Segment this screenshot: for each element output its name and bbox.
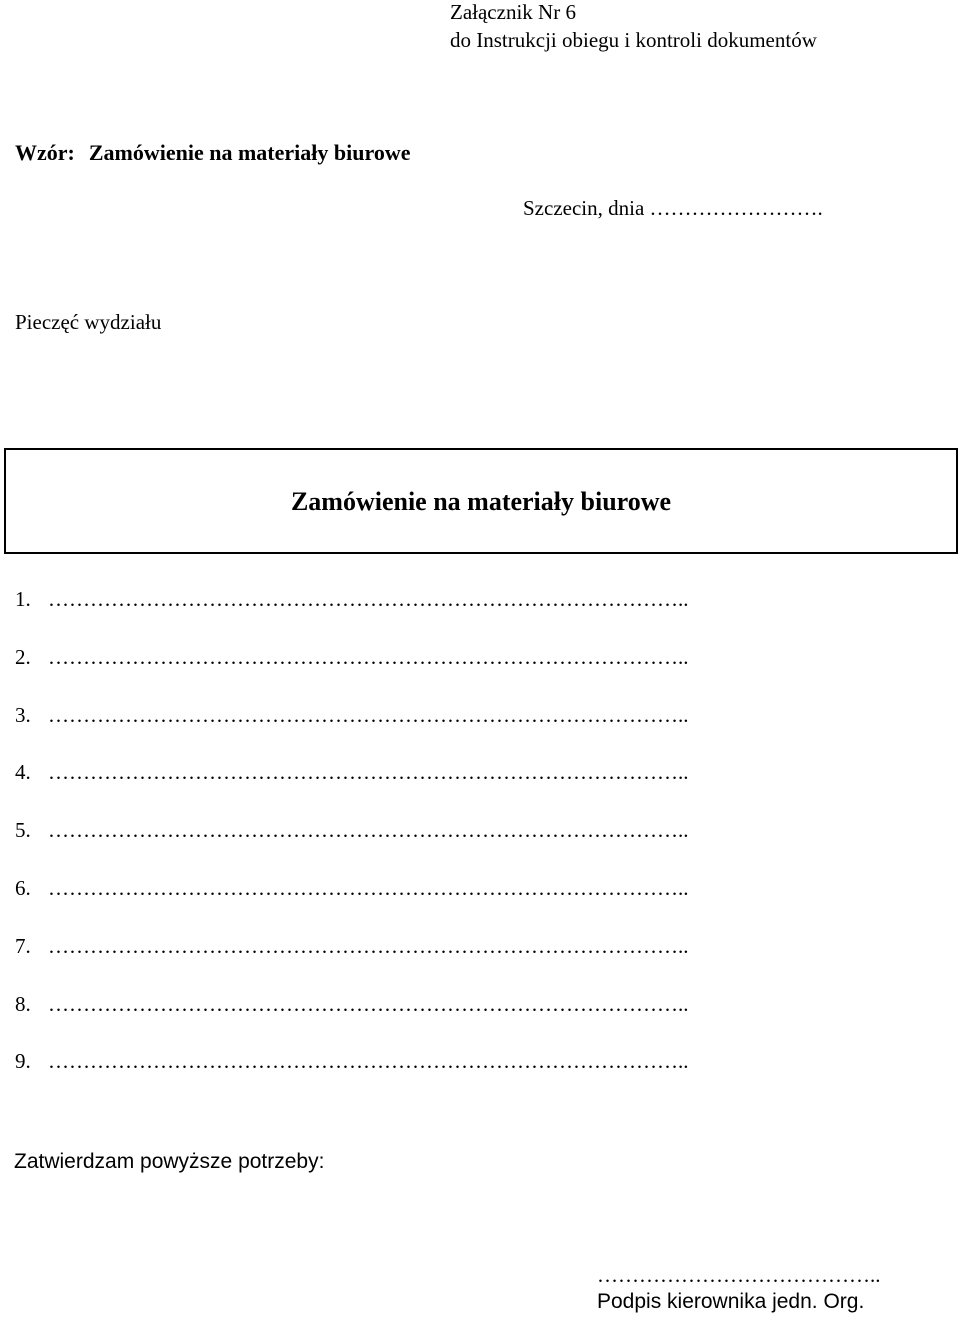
item-fill-line: ……………………………………………………………………………….. xyxy=(48,644,689,669)
item-fill-line: ……………………………………………………………………………….. xyxy=(48,933,689,958)
item-number: 3. xyxy=(15,702,31,727)
order-items-list xyxy=(15,587,950,1107)
item-number: 7. xyxy=(15,933,31,958)
form-title-box xyxy=(4,448,958,554)
item-number: 5. xyxy=(15,818,31,843)
item-number: 9. xyxy=(15,1049,31,1074)
list-item xyxy=(15,876,950,934)
item-fill-line: ……………………………………………………………………………….. xyxy=(48,702,689,727)
item-number: 1. xyxy=(15,587,31,611)
list-item xyxy=(15,934,950,992)
list-item xyxy=(15,992,950,1050)
approval-label: Zatwierdzam powyższe potrzeby: xyxy=(14,1150,325,1173)
item-fill-line: ……………………………………………………………………………….. xyxy=(48,1049,689,1074)
item-fill-line: ……………………………………………………………………………….. xyxy=(48,875,689,900)
item-number: 6. xyxy=(15,875,31,900)
item-number: 2. xyxy=(15,644,31,669)
list-item xyxy=(15,818,950,876)
annex-reference: do Instrukcji obiegu i kontroli dokumentów xyxy=(450,28,817,52)
list-item xyxy=(15,760,950,818)
annex-number: Załącznik Nr 6 xyxy=(450,0,576,24)
form-title: Zamówienie na materiały biurowe xyxy=(290,487,672,516)
item-fill-line: ……………………………………………………………………………….. xyxy=(48,760,689,785)
list-item xyxy=(15,703,950,761)
item-number: 8. xyxy=(15,991,31,1016)
signature-line: ………………………………….. xyxy=(597,1263,881,1287)
place-date-field: Szczecin, dnia ……………………. xyxy=(523,196,823,220)
item-fill-line: ……………………………………………………………………………….. xyxy=(48,818,689,843)
pattern-label: Wzór: xyxy=(15,140,75,165)
signature-label: Podpis kierownika jedn. Org. xyxy=(597,1290,865,1313)
pattern-title: Zamówienie na materiały biurowe xyxy=(88,140,411,165)
list-item xyxy=(15,1049,950,1107)
item-fill-line: ……………………………………………………………………………….. xyxy=(48,587,689,611)
list-item xyxy=(15,645,950,703)
item-fill-line: ……………………………………………………………………………….. xyxy=(48,991,689,1016)
department-stamp-label: Pieczęć wydziału xyxy=(15,310,162,334)
list-item xyxy=(15,587,950,645)
pattern-heading xyxy=(15,140,410,166)
item-number: 4. xyxy=(15,760,31,785)
